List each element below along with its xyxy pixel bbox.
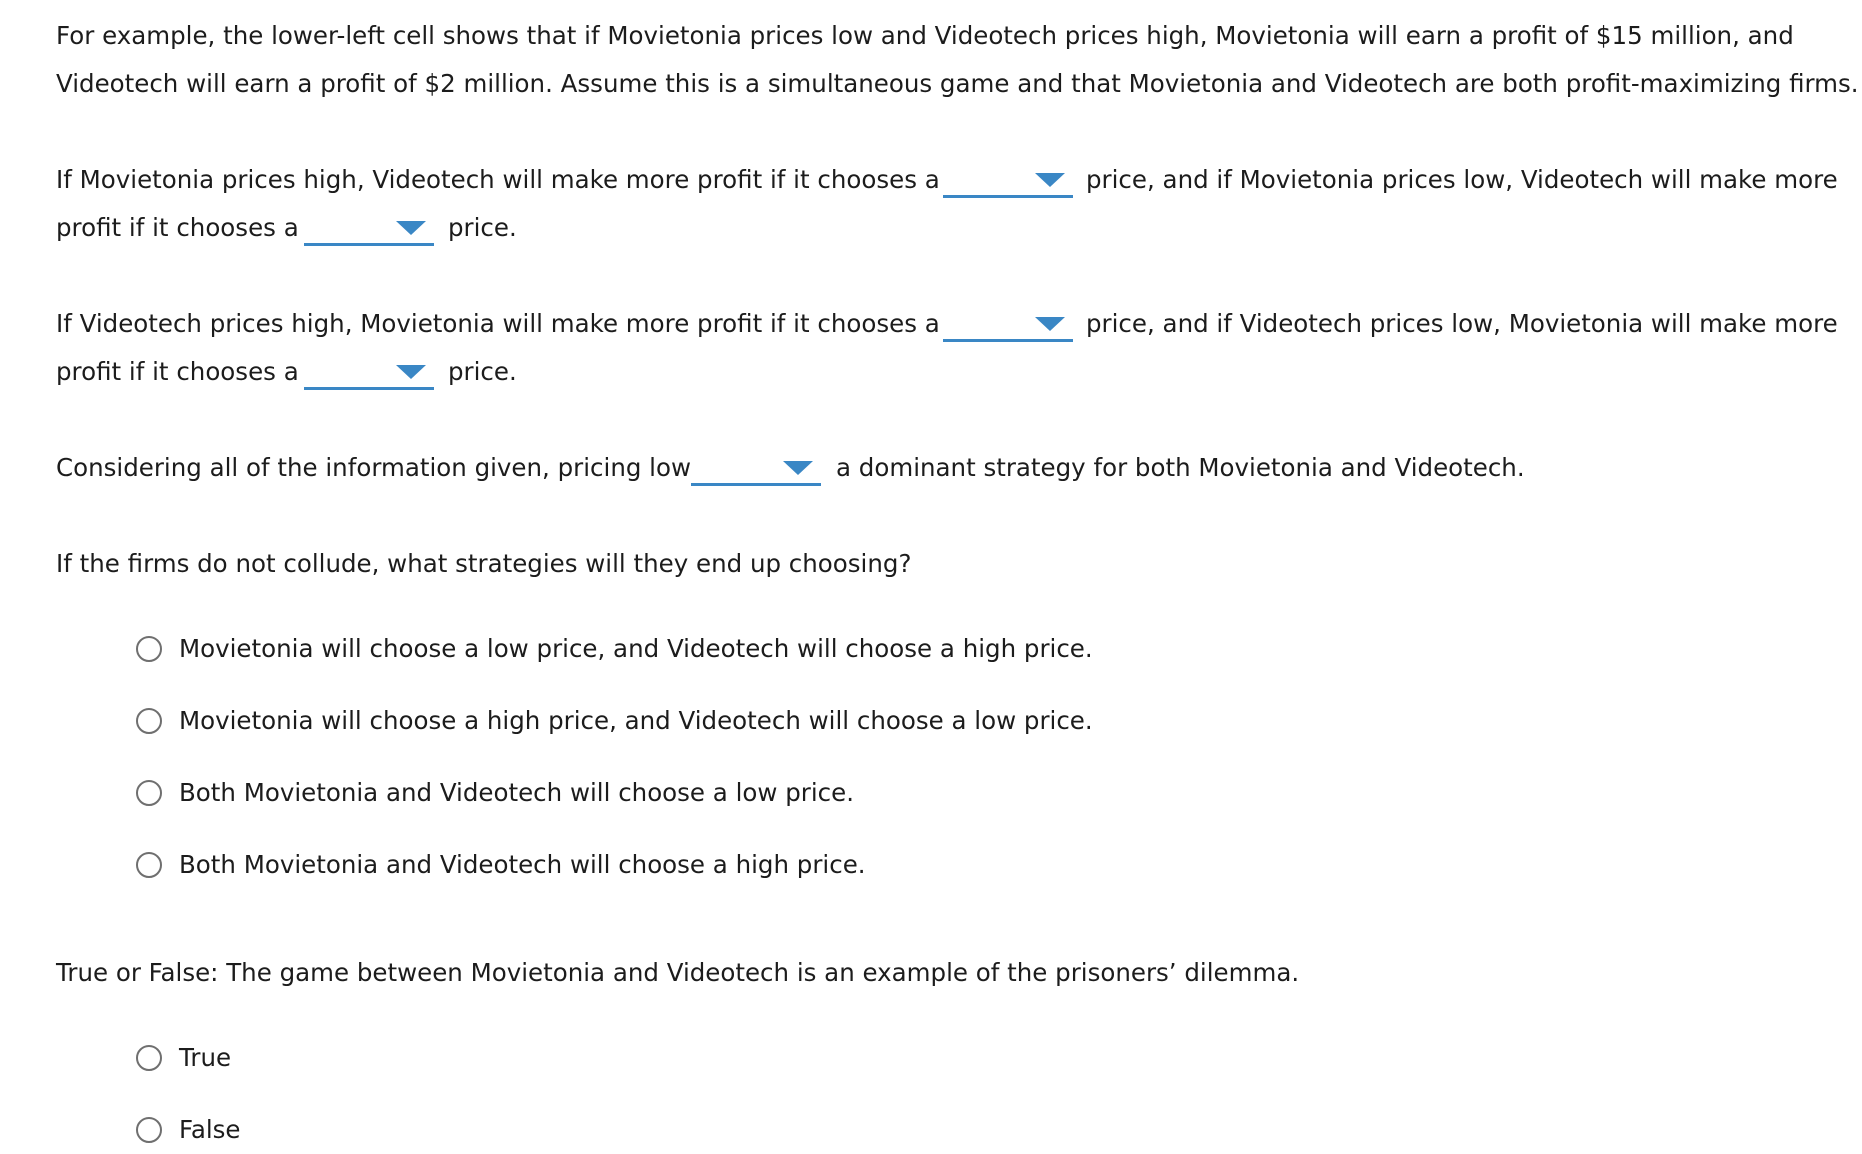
- q5-option-false-label: False: [179, 1115, 241, 1144]
- q3-dominant-strategy-dropdown[interactable]: [691, 452, 821, 486]
- q4-question: If the firms do not collude, what strategies will they end up choosing?: [56, 549, 912, 578]
- q2-movietonia-response-low-dropdown[interactable]: [304, 356, 434, 390]
- q3-text-before-dropdown: Considering all of the information given, pricing low: [56, 453, 692, 482]
- q4-option-3-label: Both Movietonia and Videotech will choose a low price.: [179, 778, 854, 807]
- q4-option-1-label: Movietonia will choose a low price, and Videotech will choose a high price.: [179, 634, 1093, 663]
- radio-button[interactable]: [136, 636, 162, 662]
- q1-text-after-dropdown: price, and if Movietonia prices low, Videotech will make more: [1086, 165, 1838, 194]
- q1-text-line-2: profit if it chooses a: [56, 213, 299, 242]
- q1-videotech-response-low-dropdown[interactable]: [304, 212, 434, 246]
- intro-line-2: Videotech will earn a profit of $2 million. Assume this is a simultaneous game and that Movietonia and Videotech are both profit-maximizing firms.: [56, 69, 1859, 98]
- chevron-down-icon: [1035, 317, 1065, 331]
- q4-option-2-label: Movietonia will choose a high price, and Videotech will choose a low price.: [179, 706, 1093, 735]
- chevron-down-icon: [1035, 173, 1065, 187]
- q4-option-4-label: Both Movietonia and Videotech will choose a high price.: [179, 850, 866, 879]
- q3-text-after-dropdown: a dominant strategy for both Movietonia and Videotech.: [836, 453, 1525, 482]
- q2-price-suffix: price.: [448, 357, 517, 386]
- chevron-down-icon: [396, 221, 426, 235]
- q1-text-before-dropdown: If Movietonia prices high, Videotech will make more profit if it chooses a: [56, 165, 940, 194]
- intro-line-1: For example, the lower-left cell shows that if Movietonia prices low and Videotech prices high, Movietonia will earn a profit of $15 million, and: [56, 21, 1794, 50]
- chevron-down-icon: [396, 365, 426, 379]
- q2-text-after-dropdown: price, and if Videotech prices low, Movietonia will make more: [1086, 309, 1838, 338]
- radio-button[interactable]: [136, 708, 162, 734]
- radio-button[interactable]: [136, 1117, 162, 1143]
- q5-option-true-label: True: [179, 1043, 232, 1072]
- chevron-down-icon: [783, 461, 813, 475]
- q5-question: True or False: The game between Movietonia and Videotech is an example of the prisoners’ dilemma.: [56, 958, 1300, 987]
- q1-videotech-response-high-dropdown[interactable]: [943, 164, 1073, 198]
- q2-movietonia-response-high-dropdown[interactable]: [943, 308, 1073, 342]
- q2-text-line-2: profit if it chooses a: [56, 357, 299, 386]
- q2-text-before-dropdown: If Videotech prices high, Movietonia will make more profit if it chooses a: [56, 309, 940, 338]
- radio-button[interactable]: [136, 852, 162, 878]
- radio-button[interactable]: [136, 780, 162, 806]
- radio-button[interactable]: [136, 1045, 162, 1071]
- q1-price-suffix: price.: [448, 213, 517, 242]
